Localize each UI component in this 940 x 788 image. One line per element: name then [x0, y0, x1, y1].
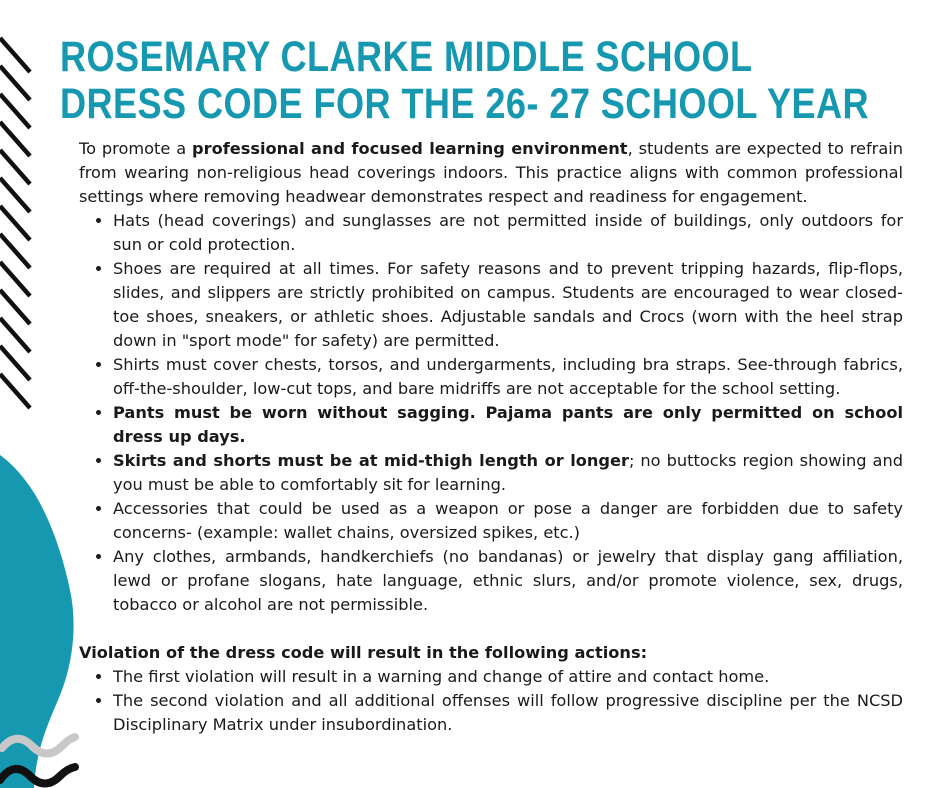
rule-item-shirts: • Shirts must cover chests, torsos, and undergarments, including bra straps. See-through fabrics, off-the-shoulder, low-cut tops, and bare midriffs are not acceptable for the school setting.	[113, 353, 903, 401]
rule-skirts-rest: ; no buttocks region showing and you must be able to comfortably sit for learning.	[113, 451, 904, 494]
intro-paragraph	[79, 137, 903, 209]
diagonal-stripes-decoration	[0, 38, 30, 408]
title-line-1: ROSEMARY CLARKE MIDDLE SCHOOL	[60, 33, 753, 81]
rule-item-accessories: • Accessories that could be used as a weapon or pose a danger are forbidden due to safety concerns- (example: wallet chains, oversized spikes, etc.)	[113, 497, 903, 545]
violation-heading: Violation of the dress code will result in the following actions:	[79, 643, 648, 662]
rule-pants-text: Pants must be worn without sagging. Pajama pants are only permitted on school dress up days.	[113, 403, 903, 446]
intro-emphasis: professional and focused learning environment	[192, 139, 628, 158]
violation-item-first: • The first violation will result in a warning and change of attire and contact home.	[113, 665, 903, 689]
rule-item-skirts	[113, 449, 903, 497]
title-line-2: DRESS CODE FOR THE 26- 27 SCHOOL YEAR	[60, 80, 870, 128]
violations-list	[79, 665, 903, 737]
intro-text-end: , students are expected to refrain from wearing non-religious head coverings indoors. This practice aligns with common professional settings where removing headwear demonstrates respect and readiness for engagement.	[79, 139, 904, 206]
dress-code-content	[79, 137, 903, 737]
rule-item-gang-affiliation: • Any clothes, armbands, handkerchiefs (no bandanas) or jewelry that display gang affiliation, lewd or profane slogans, hate language, ethnic slurs, and/or promote violence, sex, drugs, tobacco or alcohol are not permissible.	[113, 545, 903, 617]
intro-text-start: To promote a	[79, 139, 193, 158]
rule-item-hats: • Hats (head coverings) and sunglasses are not permitted inside of buildings, only outdoors for sun or cold protection.	[113, 209, 903, 257]
page-title	[60, 34, 869, 128]
rules-list	[79, 209, 903, 617]
violation-item-second: • The second violation and all additional offenses will follow progressive discipline per the NCSD Disciplinary Matrix under insubordination.	[113, 689, 903, 737]
rule-skirts-bold: Skirts and shorts must be at mid-thigh length or longer	[113, 451, 629, 470]
rule-item-shoes: • Shoes are required at all times. For safety reasons and to prevent tripping hazards, flip-flops, slides, and slippers are strictly prohibited on campus. Students are encouraged to wear closed-toe shoes, sneakers, or athletic shoes. Adjustable sandals and Crocs (worn with the heel strap down in "sport mode" for safety) are permitted.	[113, 257, 903, 353]
rule-item-pants	[113, 401, 903, 449]
